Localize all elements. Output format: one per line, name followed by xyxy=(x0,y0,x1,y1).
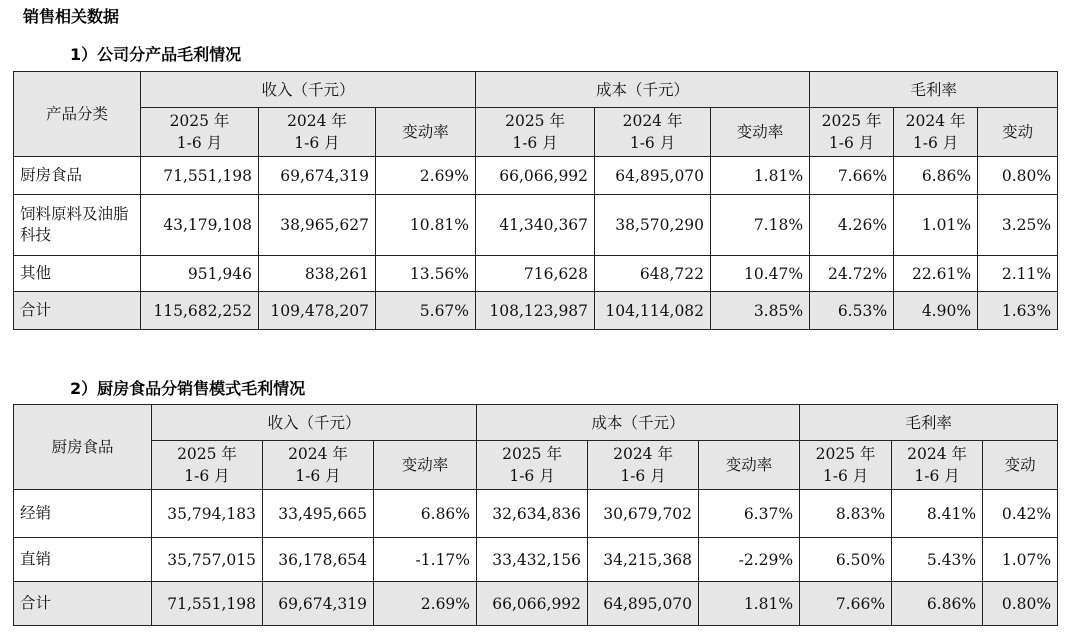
cell-value: -1.17% xyxy=(374,538,477,582)
cell-value: 1.81% xyxy=(699,582,800,626)
cell-value: 69,674,319 xyxy=(263,582,374,626)
cell-value: 7.66% xyxy=(800,582,892,626)
row-label: 其他 xyxy=(14,256,141,292)
cell-value: 10.81% xyxy=(376,195,476,256)
cell-value: 115,682,252 xyxy=(141,292,259,330)
table-row xyxy=(14,256,1058,292)
cell-value: 66,066,992 xyxy=(476,157,595,195)
margin-group-header: 毛利率 xyxy=(800,405,1058,441)
cell-value: 2.69% xyxy=(374,582,477,626)
cell-value: 6.53% xyxy=(810,292,894,330)
row-label: 合计 xyxy=(14,292,141,330)
cell-value: 8.83% xyxy=(800,490,892,538)
col-change-rate: 变动率 xyxy=(711,108,810,157)
table2-title: 2）厨房食品分销售模式毛利情况 xyxy=(70,379,306,398)
col-2024-h1: 2024 年 1-6 月 xyxy=(595,108,711,157)
table-subheader-row xyxy=(14,441,1058,490)
table-header-row xyxy=(14,72,1058,108)
cell-value: 108,123,987 xyxy=(476,292,595,330)
col-2025-h1: 2025 年 1-6 月 xyxy=(810,108,894,157)
margin-group-header: 毛利率 xyxy=(810,72,1058,108)
cell-value: 0.80% xyxy=(983,582,1058,626)
cell-value: 716,628 xyxy=(476,256,595,292)
page-title: 销售相关数据 xyxy=(23,7,120,26)
cell-value: 69,674,319 xyxy=(259,157,376,195)
cell-value: 1.81% xyxy=(711,157,810,195)
cell-value: 1.63% xyxy=(978,292,1058,330)
col-2025-h1: 2025 年 1-6 月 xyxy=(152,441,263,490)
table1-title: 1）公司分产品毛利情况 xyxy=(70,45,242,64)
row-label: 直销 xyxy=(14,538,152,582)
row-label: 合计 xyxy=(14,582,152,626)
col-2024-h1: 2024 年 1-6 月 xyxy=(894,108,978,157)
col-2025-h1: 2025 年 1-6 月 xyxy=(477,441,588,490)
cell-value: 6.86% xyxy=(894,157,978,195)
cell-value: 36,178,654 xyxy=(263,538,374,582)
cell-value: 64,895,070 xyxy=(595,157,711,195)
cell-value: 33,432,156 xyxy=(477,538,588,582)
cell-value: 8.41% xyxy=(892,490,983,538)
cell-value: 10.47% xyxy=(711,256,810,292)
col-change-rate: 变动率 xyxy=(699,441,800,490)
cell-value: 5.43% xyxy=(892,538,983,582)
cell-value: 2.69% xyxy=(376,157,476,195)
table-subheader-row xyxy=(14,108,1058,157)
cell-value: 22.61% xyxy=(894,256,978,292)
cell-value: 43,179,108 xyxy=(141,195,259,256)
cell-value: 71,551,198 xyxy=(152,582,263,626)
revenue-group-header: 收入（千元） xyxy=(141,72,476,108)
row-label: 饲料原料及油脂科技 xyxy=(14,195,141,256)
cell-value: 32,634,836 xyxy=(477,490,588,538)
cell-value: 33,495,665 xyxy=(263,490,374,538)
col-2025-h1: 2025 年 1-6 月 xyxy=(141,108,259,157)
cell-value: 6.37% xyxy=(699,490,800,538)
col-2025-h1: 2025 年 1-6 月 xyxy=(476,108,595,157)
cell-value: 838,261 xyxy=(259,256,376,292)
cell-value: 24.72% xyxy=(810,256,894,292)
col-change-rate: 变动率 xyxy=(374,441,477,490)
cell-value: 3.25% xyxy=(978,195,1058,256)
col-2024-h1: 2024 年 1-6 月 xyxy=(588,441,699,490)
cell-value: 4.90% xyxy=(894,292,978,330)
revenue-group-header: 收入（千元） xyxy=(152,405,477,441)
table-row xyxy=(14,538,1058,582)
col-2024-h1: 2024 年 1-6 月 xyxy=(259,108,376,157)
cell-value: 2.11% xyxy=(978,256,1058,292)
cell-value: 4.26% xyxy=(810,195,894,256)
cost-group-header: 成本（千元） xyxy=(477,405,800,441)
cell-value: 13.56% xyxy=(376,256,476,292)
cell-value: 1.01% xyxy=(894,195,978,256)
cell-value: 38,965,627 xyxy=(259,195,376,256)
cell-value: 1.07% xyxy=(983,538,1058,582)
cell-value: 951,946 xyxy=(141,256,259,292)
col-2024-h1: 2024 年 1-6 月 xyxy=(892,441,983,490)
cell-value: 3.85% xyxy=(711,292,810,330)
cell-value: 5.67% xyxy=(376,292,476,330)
cell-value: 66,066,992 xyxy=(477,582,588,626)
total-row xyxy=(14,582,1058,626)
col-2025-h1: 2025 年 1-6 月 xyxy=(800,441,892,490)
cell-value: 6.86% xyxy=(892,582,983,626)
table-row xyxy=(14,195,1058,256)
cell-value: 7.66% xyxy=(810,157,894,195)
kitchen-food-channel-margin-table xyxy=(13,404,1058,626)
cell-value: -2.29% xyxy=(699,538,800,582)
row-label: 经销 xyxy=(14,490,152,538)
cost-group-header: 成本（千元） xyxy=(476,72,810,108)
cell-value: 35,794,183 xyxy=(152,490,263,538)
cell-value: 34,215,368 xyxy=(588,538,699,582)
cell-value: 0.80% xyxy=(978,157,1058,195)
cell-value: 64,895,070 xyxy=(588,582,699,626)
cell-value: 38,570,290 xyxy=(595,195,711,256)
cell-value: 41,340,367 xyxy=(476,195,595,256)
col-change-rate: 变动率 xyxy=(376,108,476,157)
cell-value: 648,722 xyxy=(595,256,711,292)
cell-value: 104,114,082 xyxy=(595,292,711,330)
cell-value: 6.86% xyxy=(374,490,477,538)
col-2024-h1: 2024 年 1-6 月 xyxy=(263,441,374,490)
total-row xyxy=(14,292,1058,330)
cell-value: 7.18% xyxy=(711,195,810,256)
row-label: 厨房食品 xyxy=(14,157,141,195)
col-change: 变动 xyxy=(978,108,1058,157)
cell-value: 71,551,198 xyxy=(141,157,259,195)
cell-value: 35,757,015 xyxy=(152,538,263,582)
col-change: 变动 xyxy=(983,441,1058,490)
table-row xyxy=(14,157,1058,195)
table-header-row xyxy=(14,405,1058,441)
corner-header: 厨房食品 xyxy=(14,405,152,490)
cell-value: 6.50% xyxy=(800,538,892,582)
product-gross-margin-table xyxy=(13,71,1058,330)
cell-value: 109,478,207 xyxy=(259,292,376,330)
corner-header: 产品分类 xyxy=(14,72,141,157)
cell-value: 30,679,702 xyxy=(588,490,699,538)
table-row xyxy=(14,490,1058,538)
cell-value: 0.42% xyxy=(983,490,1058,538)
